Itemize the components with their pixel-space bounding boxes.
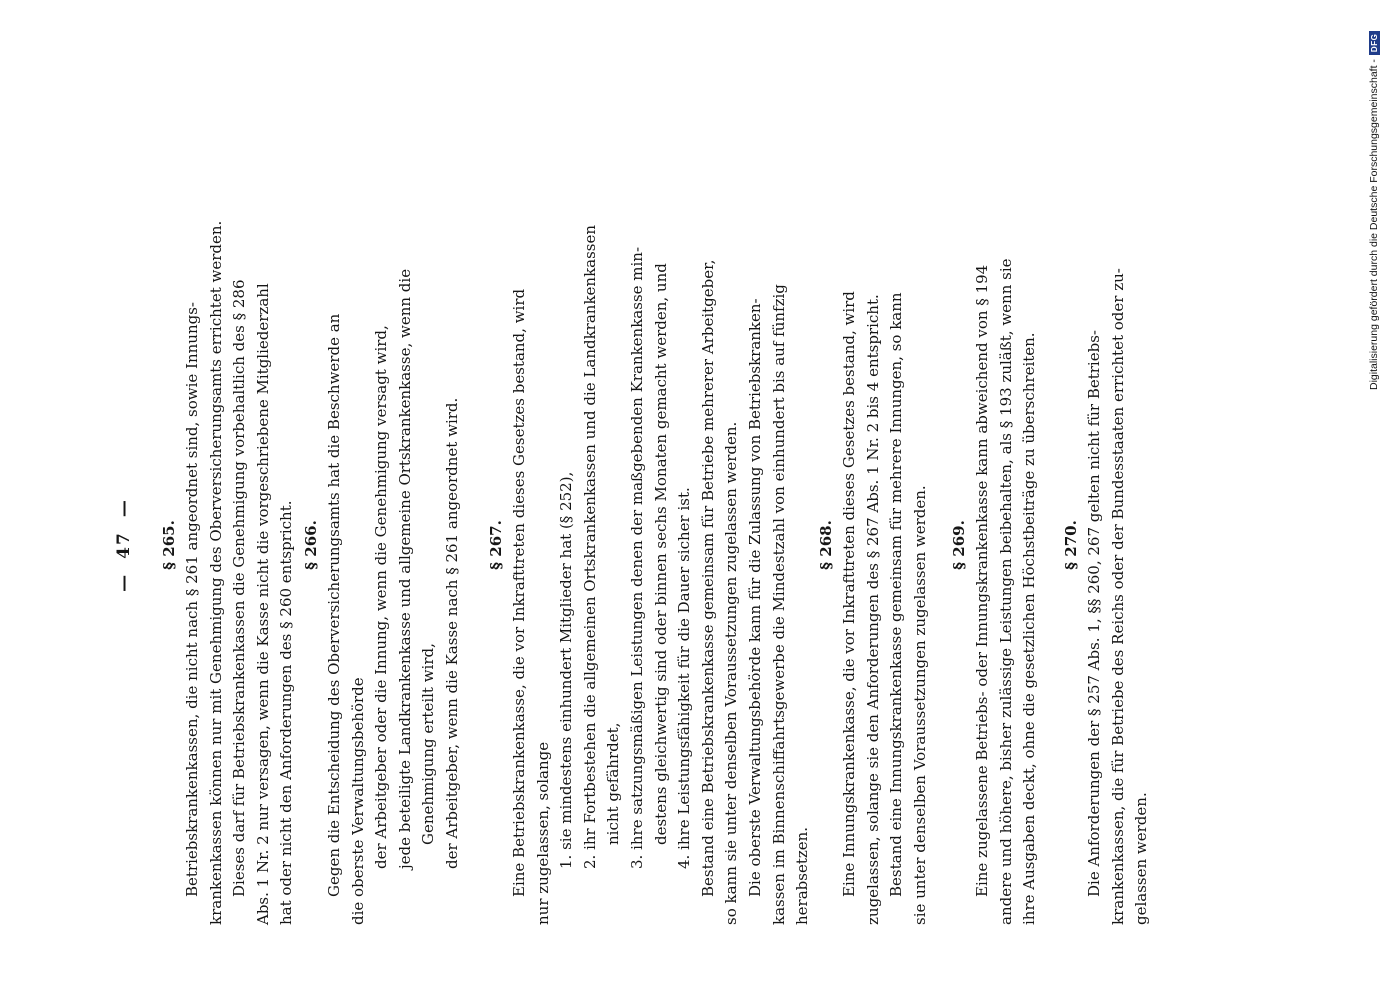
text-line: Die Anforderungen der § 257 Abs. 1, §§ 260, 267 gelten nicht für Betriebs- (1085, 330, 1103, 897)
text-line: destens gleichwertig sind oder binnen sechs Monaten gemacht werden, und (651, 263, 670, 845)
section-3 (485, 165, 815, 925)
digitization-credit-text: Digitalisierung gefördert durch die Deutsche Forschungsgemeinschaft - (1368, 59, 1380, 390)
text-line: Eine zugelassene Betriebs- oder Innungskrankenkasse kann abweichend von § 194 (973, 264, 991, 897)
text-line: 3. ihre satzungsmäßigen Leistungen denen der maßgebenden Krankenkasse min- (627, 246, 646, 869)
text-line: 1. sie mindestens einhundert Mitglieder hat (§ 252), (557, 471, 576, 869)
text-line: Betriebskrankenkassen, die nicht nach § 261 angeordnet sind, sowie Innungs- (183, 302, 201, 897)
section-1 (158, 165, 299, 925)
section-heading: § 265. (160, 520, 178, 570)
text-line: jede beteiligte Landkrankenkasse und allgemeine Ortskrankenkasse, wenn die (395, 268, 414, 869)
text-line: herabsetzen. (793, 826, 812, 925)
text-line: nur zugelassen, solange (533, 741, 552, 925)
text-line: der Arbeitgeber, wenn die Kasse nach § 261 angeordnet wird. (442, 397, 461, 869)
text-line: Eine Betriebskrankenkasse, die vor Inkrafttreten dieses Gesetzes bestand, wird (510, 288, 528, 897)
text-line: Bestand eine Innungskrankenkasse gemeinsam für mehrere Innungen, so kann (887, 292, 906, 897)
section-heading: § 268. (817, 520, 835, 570)
page-number: — 47 — (110, 165, 140, 925)
section-2 (300, 165, 465, 925)
text-line: krankenkassen können nur mit Genehmigung des Oberversicherungsamts errichtet werden. (206, 220, 225, 925)
text-line: so kann sie unter denselben Voraussetzungen zugelassen werden. (722, 421, 741, 925)
section-heading: § 266. (302, 520, 320, 570)
text-line: kassen im Binnenschiffahrtsgewerbe die Mindestzahl von einhundert bis auf fünfzig (769, 284, 788, 925)
digitization-credit (1368, 31, 1380, 390)
text-line: Abs. 1 Nr. 2 nur versagen, wenn die Kasse nicht die vorgeschriebene Mitgliederzahl (253, 283, 272, 925)
page-number-value: 47 (114, 531, 135, 559)
text-line: ihre Ausgaben deckt, ohne die gesetzlichen Höchstbeiträge zu überschreiten. (1020, 332, 1039, 925)
text-line: Dieses darf für Betriebskrankenkassen die Genehmigung vorbehaltlich des § 286 (230, 279, 249, 897)
text-line: 4. ihre Leistungsfähigkeit für die Dauer sicher ist. (675, 487, 694, 869)
text-line: andere und höhere, bisher zulässige Leistungen beibehalten, als § 193 zuläßt, wenn sie (996, 258, 1015, 925)
text-line: gelassen werden. (1132, 792, 1151, 925)
text-line: Genehmigung erteilt wird, (419, 643, 438, 845)
text-line: hat oder nicht den Anforderungen des § 260 entspricht. (277, 500, 296, 925)
section-6 (1060, 165, 1154, 925)
text-line: Eine Innungskrankenkasse, die vor Inkrafttreten dieses Gesetzes bestand, wird (840, 291, 858, 897)
text-line: sie unter denselben Voraussetzungen zugelassen werden. (910, 485, 929, 925)
text-line: krankenkassen, die für Betriebe des Reichs oder der Bundesstaaten errichtet oder zu- (1108, 268, 1127, 925)
section-heading: § 270. (1062, 520, 1080, 570)
text-line: der Arbeitgeber oder die Innung, wenn die Genehmigung versagt wird, (372, 325, 391, 869)
section-heading: § 267. (487, 520, 505, 570)
rotated-text-block (110, 165, 1250, 925)
text-line: nicht gefährdet, (604, 722, 623, 845)
section-heading: § 269. (950, 520, 968, 570)
text-line: Die oberste Verwaltungsbehörde kann für die Zulassung von Betriebskranken- (745, 298, 764, 897)
text-line: die oberste Verwaltungsbehörde (348, 677, 367, 925)
text-line: zugelassen, solange sie den Anforderungen des § 267 Abs. 1 Nr. 2 bis 4 entspricht. (863, 294, 882, 925)
text-line: 2. ihr Fortbestehen die allgemeinen Ortskrankenkassen und die Landkrankenkassen (580, 224, 599, 869)
text-line: Bestand eine Betriebskrankenkasse gemeinsam für Betriebe mehrerer Arbeitgeber, (698, 259, 717, 897)
dfg-logo: DFG (1369, 31, 1380, 55)
section-4 (815, 165, 932, 925)
text-line: Gegen die Entscheidung des Oberversicherungsamts hat die Beschwerde an (325, 313, 343, 897)
section-5 (948, 165, 1042, 925)
